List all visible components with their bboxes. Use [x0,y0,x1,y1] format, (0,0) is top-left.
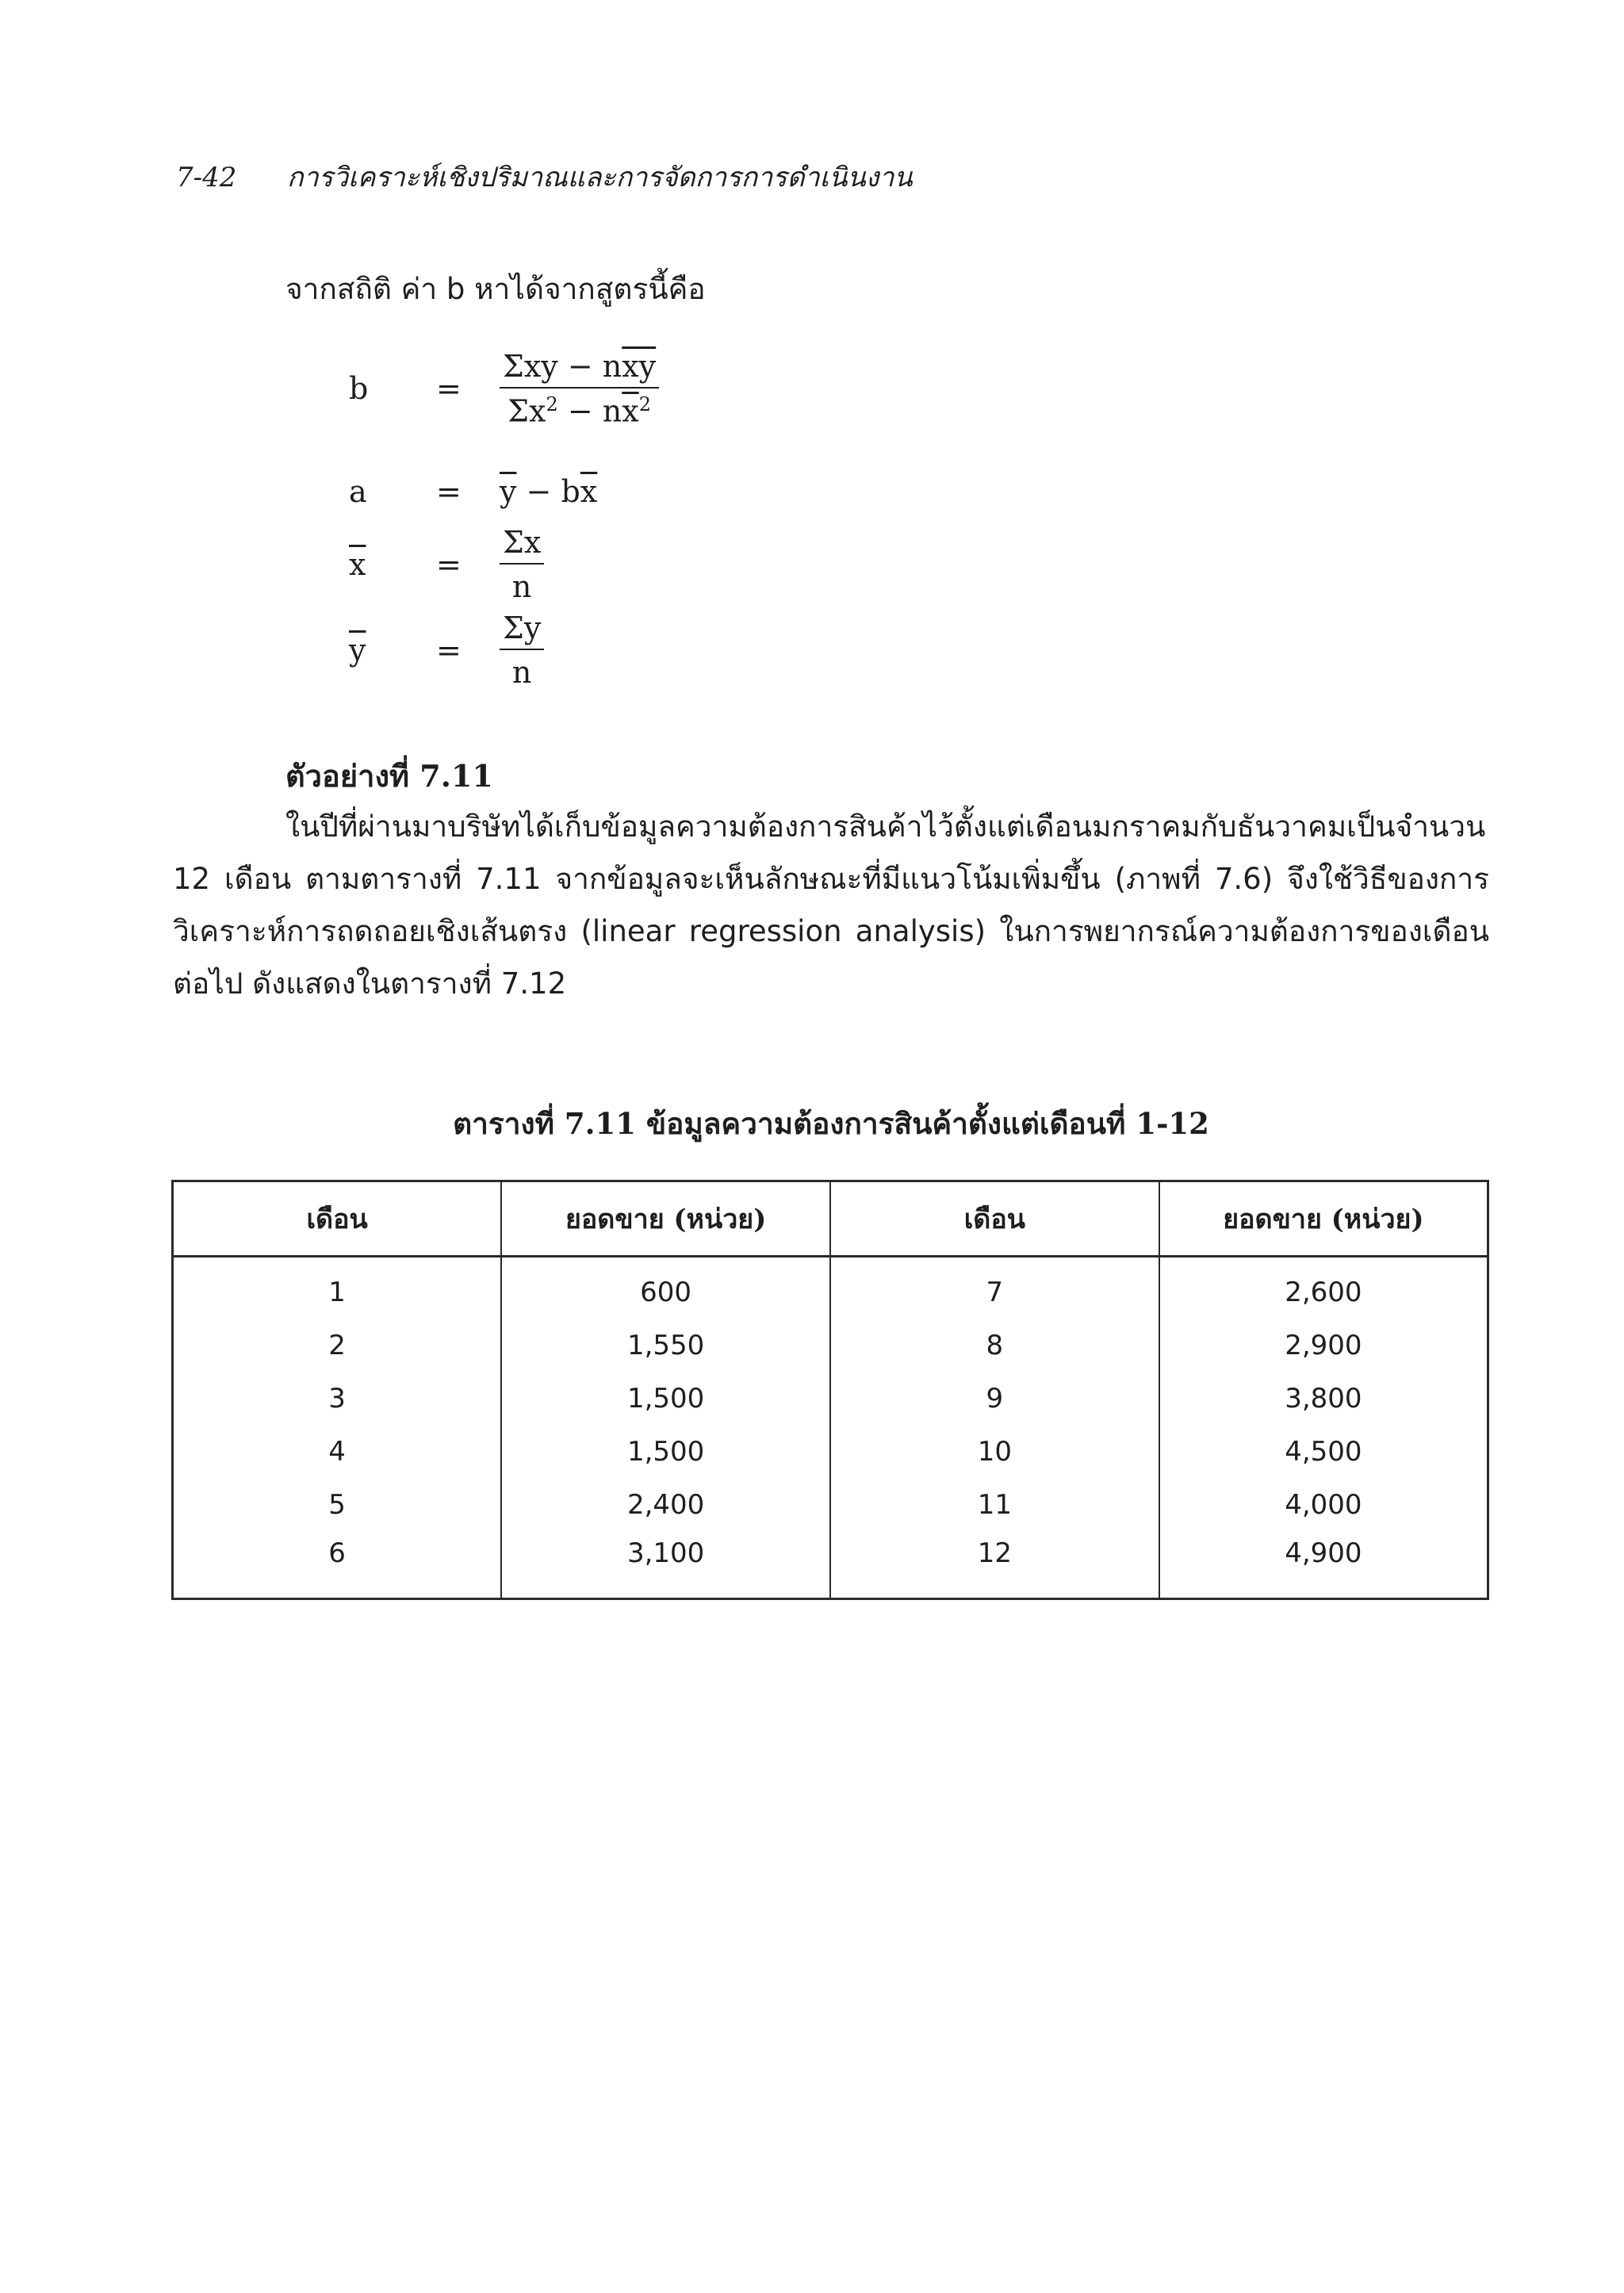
num-bar-text: $\overline{xy}$ [622,349,657,384]
table-cell: 2,400 [501,1478,830,1531]
example-paragraph: ในปีที่ผ่านมาบริษัทได้เก็บข้อมูลความต้องการสินค้าไว้ตั้งแต่เดือนมกราคมกับธันวาคมเป็นจำนวน 12 เดือน ตามตารางที่ 7.11 จากข้อมูลจะเห็นลักษณะที่มีแนวโน้มเพิ่มขึ้น (ภาพที่ 7.6) จึงใช้วิธีของการวิเคราะห์การถดถอยเชิงเส้นตรง (linear regression analysis) ในการพยากรณ์ความต้องการของเดือนต่อไป ดังแสดงในตารางที่ 7.12 [173,810,1489,1001]
equals-sign: = [436,547,462,582]
denominator: n [511,569,532,604]
column-header: เดือน [173,1181,502,1257]
table-cell: 3 [173,1372,502,1425]
example-title: ตัวอย่างที่ 7.11 [285,758,493,794]
formula-a [349,474,597,509]
formula-b [349,349,659,429]
exponent: 2 [638,393,651,415]
formula-b-lhs: b [349,371,369,407]
table-cell: 9 [830,1372,1159,1425]
formula-a-rhs [500,474,597,509]
table-cell: 1 [173,1257,502,1319]
table-cell: 2 [173,1319,502,1372]
table-cell: 3,800 [1285,1382,1362,1414]
table-caption: ตารางที่ 7.11 ข้อมูลความต้องการสินค้าตั้งแต่เดือนที่ 1-12 [453,1106,1209,1141]
table-cell: 2,900 [1285,1329,1362,1361]
fraction [500,611,544,690]
table-cell: 4 [173,1425,502,1478]
den-text: Σx [508,393,546,429]
table-cell: 3,100 [501,1531,830,1599]
table-cell: 1,500 [501,1372,830,1425]
column-header: ยอดขาย (หน่วย) [501,1181,830,1257]
formula-xbar [349,525,544,604]
column-header: ยอดขาย (หน่วย) [1159,1181,1488,1257]
fraction [500,349,659,429]
table-row [173,1531,1488,1599]
formula-a-lhs: a [349,474,367,509]
numerator: Σy [500,611,544,650]
running-header [176,155,913,198]
formula-block [349,349,825,698]
table-row [173,1425,1488,1478]
table-row [173,1478,1488,1531]
running-title: การวิเคราะห์เชิงปริมาณและการจัดการการดำเนินงาน [287,162,913,193]
table-cell: 7 [830,1257,1159,1319]
formula-xbar-lhs: $\overline{x}$ [349,547,366,582]
table-cell: 600 [501,1257,830,1319]
intro-text: จากสถิติ ค่า b หาได้จากสูตรนี้คือ [285,272,706,306]
rhs-mid-text: − b [516,474,580,509]
numerator: Σx [500,525,544,565]
equals-sign: = [436,633,462,668]
table-cell: 1,500 [501,1425,830,1478]
table-cell: 2,600 [1285,1276,1362,1308]
denominator: n [511,655,532,690]
table-row [173,1372,1488,1425]
exponent: 2 [546,393,558,415]
equals-sign: = [436,371,462,407]
fraction [500,525,544,604]
table-cell: 5 [173,1478,502,1531]
table-cell: 8 [830,1319,1159,1372]
rhs-bar-text: $\overline{y}$ [500,474,517,509]
table-cell: 11 [830,1478,1159,1531]
table-cell: 4,900 [1285,1537,1362,1569]
formula-ybar-lhs: $\overline{y}$ [349,633,366,668]
numerator [500,349,659,389]
table-row [173,1257,1488,1319]
num-text: Σxy − n [503,349,622,384]
equals-sign: = [436,474,462,509]
page-number: 7-42 [176,162,237,193]
table-row [173,1319,1488,1372]
denominator [508,389,651,429]
column-header: เดือน [830,1181,1159,1257]
rhs-bar-text: $\overline{x}$ [580,474,598,509]
formula-ybar [349,611,544,690]
table-cell: 4,000 [1285,1488,1362,1521]
table-cell: 12 [830,1531,1159,1599]
table-cell: 4,500 [1285,1435,1362,1468]
table-header-row [173,1181,1488,1257]
demand-table [171,1180,1489,1600]
table-cell: 10 [830,1425,1159,1478]
den-bar-text: $\overline{x}$ [622,393,639,429]
den-mid-text: − n [557,393,622,429]
table-cell: 6 [173,1531,502,1599]
table-cell: 1,550 [501,1319,830,1372]
